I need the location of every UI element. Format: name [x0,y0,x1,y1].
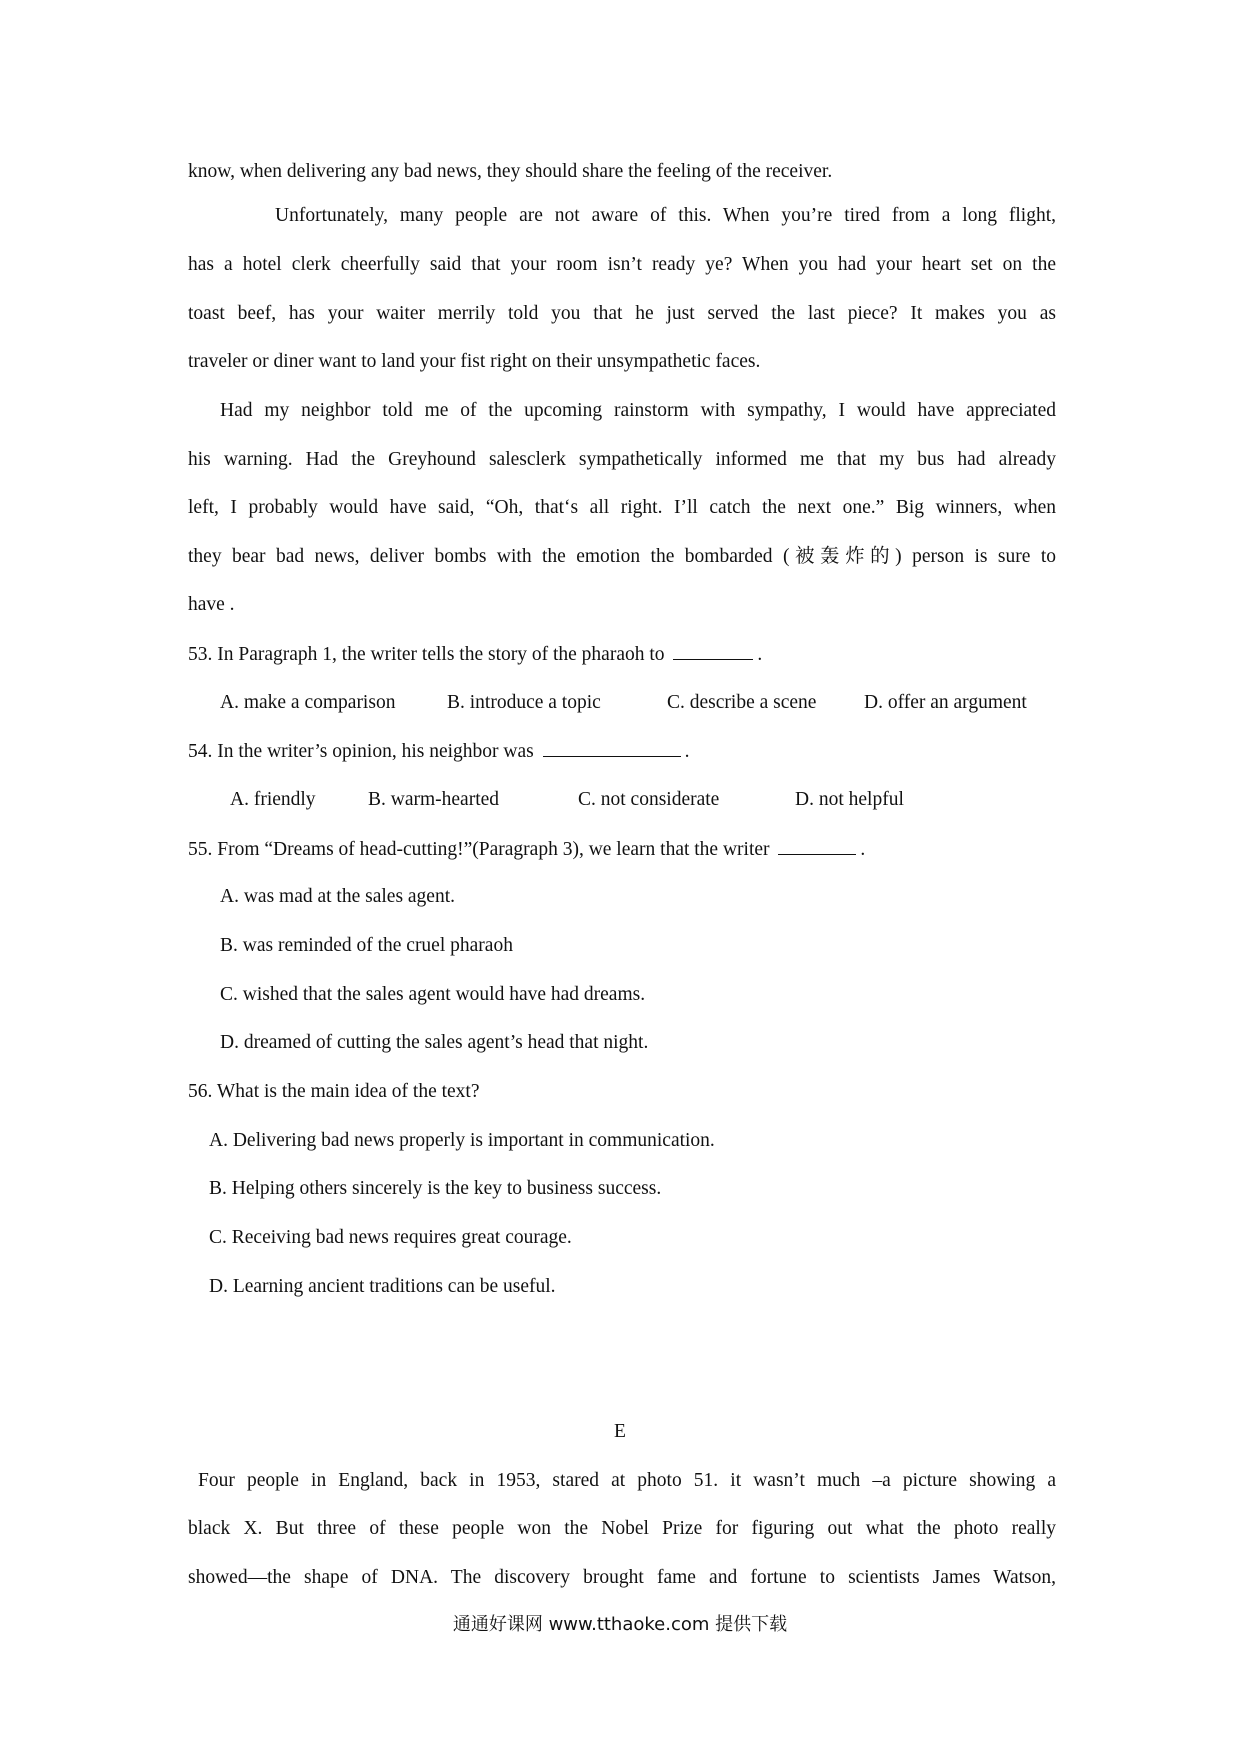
q53-option-c: C. describe a scene [667,692,817,713]
answer-blank-54 [543,738,681,757]
q55-option-c: C. wished that the sales agent would have had dreams. [220,984,646,1005]
question-54-stem [188,738,1056,765]
answer-blank-55 [778,836,856,855]
question-54-text: 54. In the writer’s opinion, his neighbor was [188,741,534,762]
question-53-stem [188,641,1056,668]
paragraph-6-line-1: Had my neighbor told me of the upcoming rainstorm with sympathy, I would have appreciated [220,400,1056,421]
question-53-text: 53. In Paragraph 1, the writer tells the story of the pharaoh to [188,644,665,665]
q53-option-b: B. introduce a topic [447,692,601,713]
passage-e-line-1: Four people in England, back in 1953, stared at photo 51. it wasn’t much –a picture showing a [198,1470,1056,1491]
q54-option-c: C. not considerate [578,789,720,810]
blank-terminator: . [684,741,690,762]
paragraph-5-line-1: Unfortunately, many people are not aware of this. When you’re tired from a long flight, [275,205,1056,226]
question-55-text: 55. From “Dreams of head-cutting!”(Paragraph 3), we learn that the writer [188,839,770,860]
paragraph-6-line-5: have . [188,594,235,615]
question-55-stem [188,836,1056,863]
paragraph-6-line-3: left, I probably would have said, “Oh, that‘s all right. I’ll catch the next one.” Big winners, when [188,497,1056,518]
q55-option-a: A. was mad at the sales agent. [220,886,456,907]
paragraph-6-line-4: they bear bad news, deliver bombs with the emotion the bombarded (被轰炸的) person is sure to [188,546,1056,567]
q56-option-d: D. Learning ancient traditions can be useful. [209,1276,556,1297]
q54-option-b: B. warm-hearted [368,789,500,810]
paragraph-6-line-2: his warning. Had the Greyhound salesclerk sympathetically informed me that my bus had already [188,449,1056,470]
answer-blank-53 [673,641,753,660]
q53-option-a: A. make a comparison [220,692,396,713]
q55-option-b: B. was reminded of the cruel pharaoh [220,935,513,956]
q54-option-a: A. friendly [230,789,316,810]
paragraph-5-line-4: traveler or diner want to land your fist right on their unsympathetic faces. [188,351,761,372]
blank-terminator: . [757,644,763,665]
passage-e-line-2: black X. But three of these people won the Nobel Prize for figuring out what the photo really [188,1518,1056,1539]
q56-option-a: A. Delivering bad news properly is important in communication. [209,1130,715,1151]
passage-d-continuation: know, when delivering any bad news, they should share the feeling of the receiver. [188,161,833,182]
paragraph-5-line-3: toast beef, has your waiter merrily told you that he just served the last piece? It makes you as [188,303,1056,324]
passage-e-line-3: showed—the shape of DNA. The discovery brought fame and fortune to scientists James Watson, [188,1567,1056,1588]
page-footer: 通通好课网 www.tthaoke.com 提供下载 [452,1614,788,1635]
q56-option-c: C. Receiving bad news requires great courage. [209,1227,572,1248]
q54-option-d: D. not helpful [795,789,904,810]
q55-option-d: D. dreamed of cutting the sales agent’s head that night. [220,1032,649,1053]
q53-option-d: D. offer an argument [864,692,1027,713]
question-56-stem: 56. What is the main idea of the text? [188,1081,480,1102]
blank-terminator: . [860,839,866,860]
section-heading-e: E [614,1421,626,1442]
q56-option-b: B. Helping others sincerely is the key to business success. [209,1178,662,1199]
paragraph-5-line-2: has a hotel clerk cheerfully said that your room isn’t ready ye? When you had your heart set on the [188,254,1056,275]
